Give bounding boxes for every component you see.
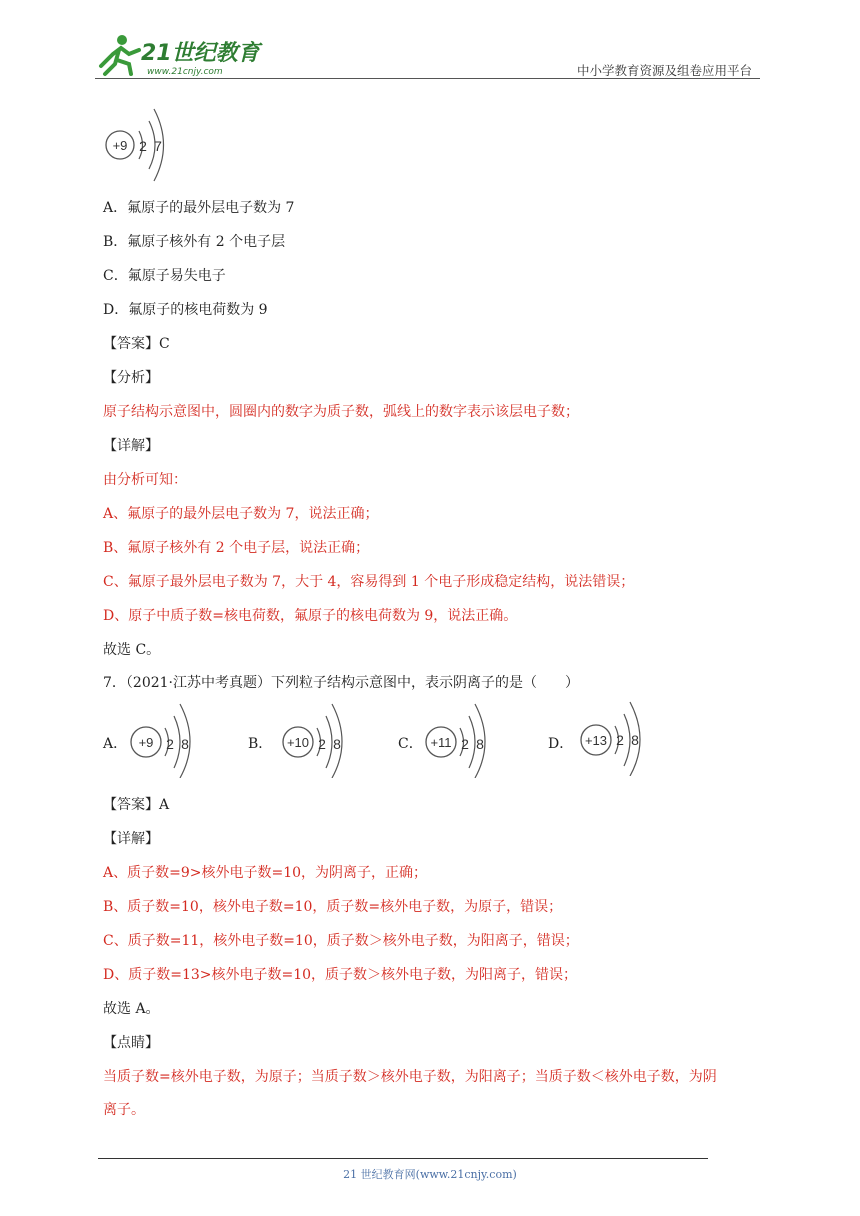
svg-text:+13: +13	[584, 733, 608, 748]
svg-text:2: 2	[166, 736, 174, 752]
nucleus-label: +9	[112, 138, 128, 153]
footer-text: 21 世纪教育网(www.21cnjy.com)	[343, 1168, 517, 1181]
svg-text:8: 8	[333, 736, 341, 752]
q7-detail-line: B、质子数=10，核外电子数=10，质子数=核外电子数，为原子，错误；	[103, 899, 563, 915]
option-a: A．氟原子的最外层电子数为 7	[103, 200, 295, 216]
site-logo	[95, 30, 265, 78]
option-c: C．氟原子易失电子	[103, 268, 226, 284]
svg-text:+10: +10	[286, 735, 310, 750]
q7-detail-line: D、质子数=13>核外电子数=10，质子数＞核外电子数，为阳离子，错误；	[103, 967, 578, 983]
q7-tip-line: 离子。	[103, 1102, 145, 1118]
q7-option-d-diagram	[580, 700, 652, 776]
q7-answer: 【答案】A	[103, 797, 170, 813]
analysis-label: 【分析】	[103, 370, 159, 386]
question-7-stem: 7．（2021·江苏中考真题）下列粒子结构示意图中，表示阴离子的是（ ）	[103, 675, 579, 691]
svg-text:+9: +9	[138, 735, 154, 750]
detail-line: C、氟原子最外层电子数为 7，大于 4，容易得到 1 个电子形成稳定结构，说法错误；	[103, 574, 635, 590]
q7-option-d-label: D．	[548, 736, 574, 752]
svg-text:8: 8	[631, 732, 639, 748]
q7-detail-label: 【详解】	[103, 831, 159, 847]
detail-line: A、氟原子的最外层电子数为 7，说法正确；	[103, 506, 379, 522]
option-d: D．氟原子的核电荷数为 9	[103, 302, 268, 318]
fluorine-atom-diagram	[103, 103, 173, 183]
q7-option-b-diagram	[282, 702, 354, 778]
shell-2-count: 7	[154, 138, 162, 154]
platform-name: 中小学教育资源及组卷应用平台	[576, 63, 752, 78]
shell-1-count: 2	[139, 138, 147, 154]
svg-text:+11: +11	[430, 735, 452, 750]
detail-label: 【详解】	[103, 438, 159, 454]
analysis-text: 原子结构示意图中，圆圈内的数字为质子数，弧线上的数字表示该层电子数；	[103, 404, 579, 420]
detail-line: 由分析可知：	[103, 472, 187, 488]
svg-text:2: 2	[616, 732, 624, 748]
answer-label: 【答案】C	[103, 336, 170, 352]
q7-conclusion: 故选 A。	[103, 1001, 160, 1017]
logo-url: www.21cnjy.com	[147, 67, 223, 77]
detail-line: D、原子中质子数=核电荷数，氟原子的核电荷数为 9，说法正确。	[103, 608, 518, 624]
option-b: B．氟原子核外有 2 个电子层	[103, 234, 286, 250]
conclusion: 故选 C。	[103, 642, 161, 658]
svg-text:2: 2	[461, 736, 469, 752]
q7-tip-label: 【点睛】	[103, 1035, 159, 1051]
svg-text:8: 8	[476, 736, 484, 752]
detail-line: B、氟原子核外有 2 个电子层，说法正确；	[103, 540, 370, 556]
q7-detail-line: A、质子数=9>核外电子数=10，为阴离子，正确；	[103, 865, 428, 881]
q7-option-c-diagram	[425, 702, 497, 778]
footer-divider	[98, 1158, 708, 1159]
q7-option-c-label: C．	[398, 736, 423, 752]
header-divider	[95, 78, 760, 79]
q7-detail-line: C、质子数=11，核外电子数=10，质子数＞核外电子数，为阳离子，错误；	[103, 933, 579, 949]
q7-option-b-label: B．	[248, 736, 273, 752]
q7-option-a-diagram	[130, 702, 202, 778]
logo-text: 21世纪教育	[141, 41, 260, 66]
q7-option-a-label: A．	[103, 736, 128, 752]
svg-text:8: 8	[181, 736, 189, 752]
q7-tip-line: 当质子数=核外电子数，为原子；当质子数＞核外电子数，为阳离子；当质子数＜核外电子数，为阴	[103, 1069, 717, 1085]
svg-text:2: 2	[318, 736, 326, 752]
page-header	[95, 30, 760, 80]
